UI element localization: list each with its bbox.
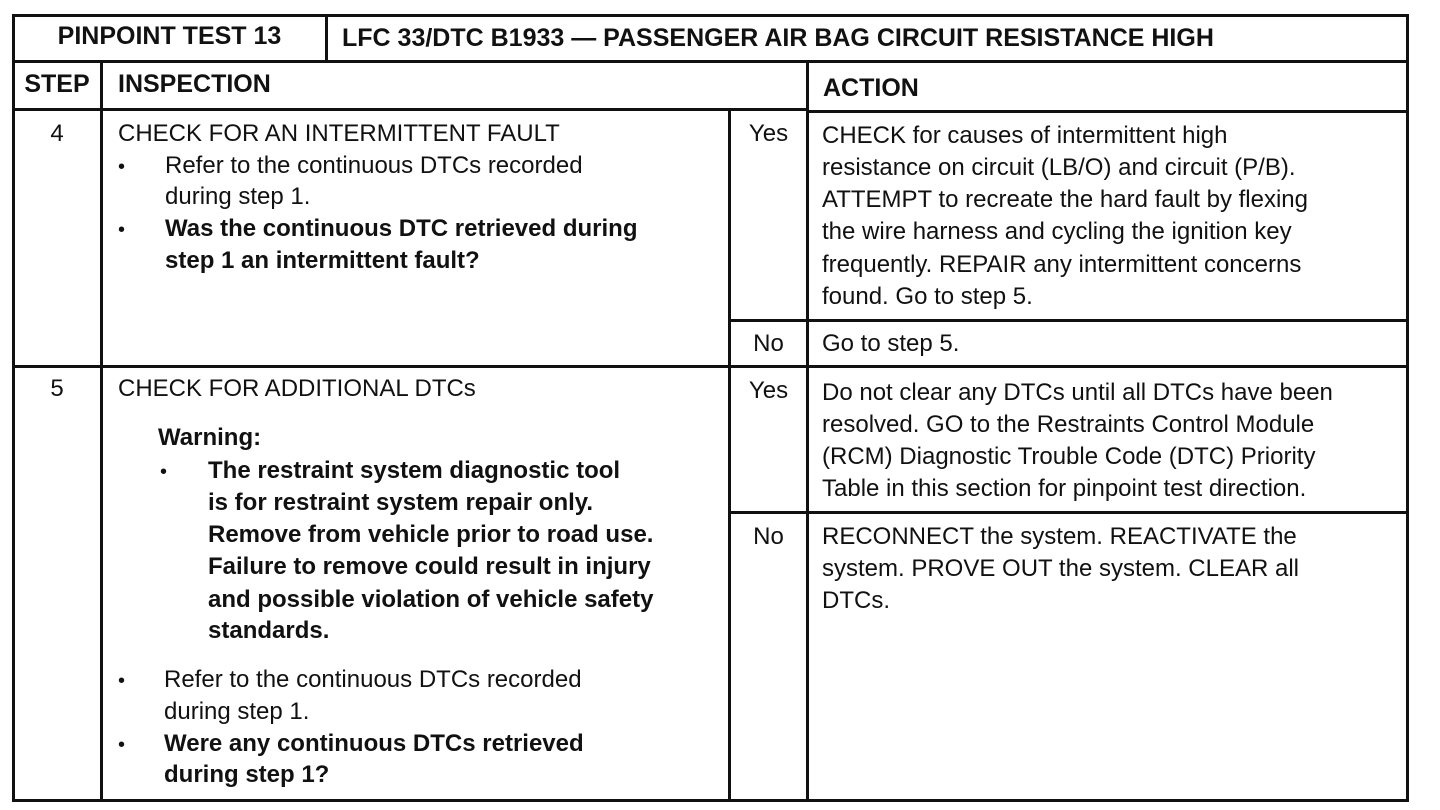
answer-yes: Yes — [748, 120, 789, 147]
action-line: Table in this section for pinpoint test direction. — [822, 475, 1307, 502]
action-line: ATTEMPT to recreate the hard fault by flexing — [822, 186, 1308, 213]
rule-header — [12, 60, 1409, 63]
answer-no: No — [753, 330, 784, 357]
step-number: 4 — [50, 120, 64, 147]
bullet-icon: • — [118, 219, 126, 241]
warning-line: standards. — [208, 617, 330, 644]
bullet-question-line: Were any continuous DTCs retrieved — [164, 730, 584, 757]
warning-line: The restraint system diagnostic tool — [208, 457, 621, 484]
rule-step-column — [100, 60, 103, 802]
step-title: CHECK FOR ADDITIONAL DTCs — [118, 375, 476, 402]
warning-line: and possible violation of vehicle safety — [208, 586, 654, 613]
answer-yes: Yes — [748, 377, 789, 404]
warning-line: Failure to remove could result in injury — [208, 553, 651, 580]
rule-step4-yes-no — [728, 319, 1409, 322]
bullet-icon: • — [118, 734, 126, 756]
rule-colheads-inspection — [12, 108, 809, 111]
border-bottom — [12, 799, 1409, 802]
border-right — [1406, 14, 1409, 802]
bullet-text-line: Refer to the continuous DTCs recorded — [165, 152, 583, 179]
bullet-question-line: Was the continuous DTC retrieved during — [165, 215, 638, 242]
action-line: (RCM) Diagnostic Trouble Code (DTC) Priority — [822, 443, 1316, 470]
action-line: CHECK for causes of intermittent high — [822, 122, 1228, 149]
bullet-text-line: during step 1. — [164, 698, 310, 725]
test-title: LFC 33/DTC B1933 — PASSENGER AIR BAG CIRCUIT RESISTANCE HIGH — [342, 24, 1214, 52]
rule-action-column — [806, 60, 809, 802]
warning-line: is for restraint system repair only. — [208, 489, 594, 516]
answer-no: No — [753, 523, 784, 550]
rule-title-divider — [325, 14, 328, 62]
action-line: found. Go to step 5. — [822, 283, 1033, 310]
action-line: Do not clear any DTCs until all DTCs have been — [822, 379, 1333, 406]
warning-bullet-icon: • — [160, 461, 168, 483]
test-label: PINPOINT TEST 13 — [57, 22, 282, 50]
rule-colheads-action — [806, 110, 1409, 113]
step-number: 5 — [50, 375, 64, 402]
action-line: resolved. GO to the Restraints Control Module — [822, 411, 1315, 438]
bullet-text-line: Refer to the continuous DTCs recorded — [164, 666, 582, 693]
bullet-question-line: during step 1? — [164, 761, 330, 788]
step-title: CHECK FOR AN INTERMITTENT FAULT — [118, 120, 560, 147]
rule-step5-yes-no — [728, 511, 1409, 514]
bullet-icon: • — [118, 156, 126, 178]
bullet-text-line: during step 1. — [165, 183, 311, 210]
bullet-icon: • — [118, 670, 126, 692]
action-line: resistance on circuit (LB/O) and circuit (P/B). — [822, 154, 1296, 181]
action-line: RECONNECT the system. REACTIVATE the — [822, 523, 1297, 550]
border-top — [12, 14, 1409, 17]
column-inspection: INSPECTION — [118, 70, 271, 98]
rule-step4-end — [12, 365, 1409, 368]
action-line: frequently. REPAIR any intermittent concerns — [822, 251, 1302, 278]
bullet-question-line: step 1 an intermittent fault? — [165, 247, 480, 274]
action-line: Go to step 5. — [822, 330, 960, 357]
column-action: ACTION — [823, 74, 919, 102]
action-line: system. PROVE OUT the system. CLEAR all — [822, 555, 1300, 582]
rule-answer-column-5 — [728, 366, 731, 802]
column-step: STEP — [24, 70, 90, 98]
action-line: the wire harness and cycling the ignition key — [822, 218, 1292, 245]
action-line: DTCs. — [822, 587, 890, 614]
warning-line: Remove from vehicle prior to road use. — [208, 521, 654, 548]
warning-label: Warning: — [158, 424, 262, 451]
